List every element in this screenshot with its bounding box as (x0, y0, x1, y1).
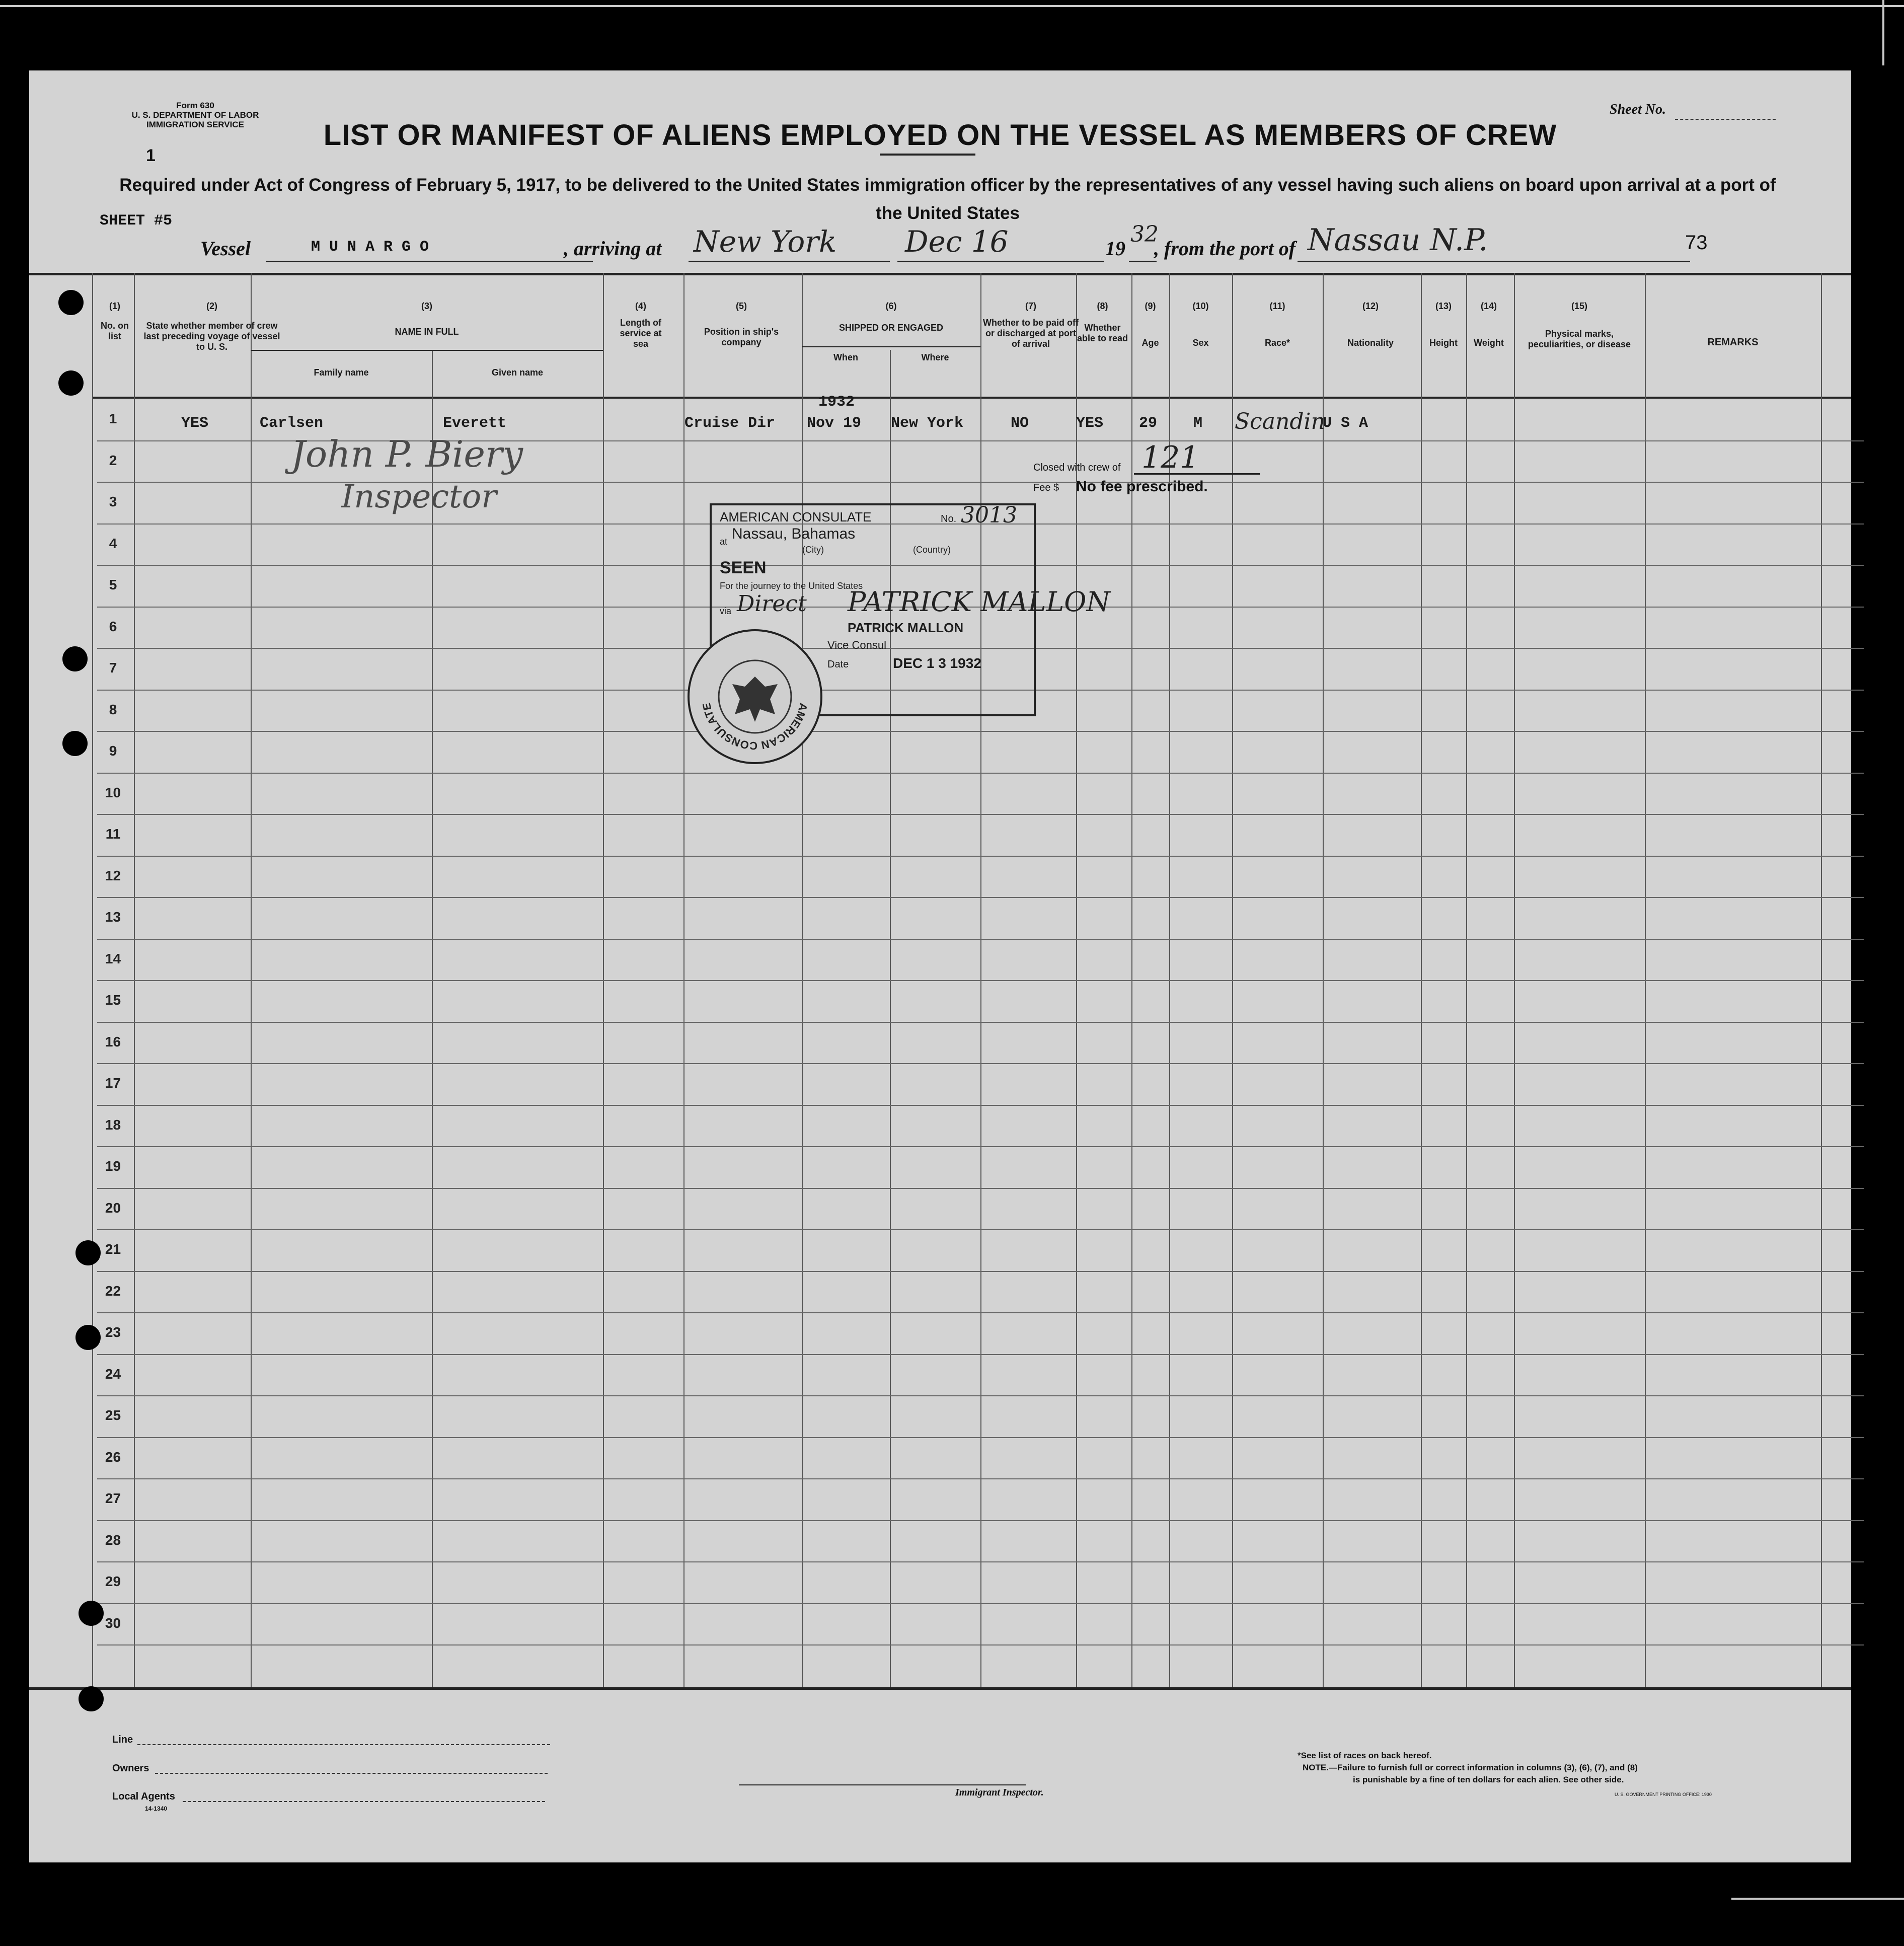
row-number: 20 (105, 1200, 121, 1216)
entry-when-year: 1932 (818, 394, 855, 411)
row-number: 23 (105, 1324, 121, 1340)
fee-text: No fee prescribed. (1076, 478, 1208, 495)
grid-bottom-rule (29, 1687, 1851, 1690)
row-rule (97, 1271, 1864, 1272)
row-number: 11 (105, 826, 121, 842)
remarks-header: REMARKS (1707, 337, 1759, 348)
entry-family-name: Carlsen (260, 415, 324, 432)
col-14-header: (14) Weight (1474, 301, 1504, 348)
row-rule (97, 980, 1864, 981)
footer-note-1: NOTE.—Failure to furnish full or correct information in columns (3), (6), (7), and (8) (1303, 1763, 1638, 1772)
from-port: Nassau N.P. (1308, 222, 1488, 258)
footer-note-2: is punishable by a fine of ten dollars for each alien. See other side. (1353, 1775, 1624, 1784)
entry-able-to-read: YES (1076, 415, 1104, 432)
footer-agents-field (183, 1801, 545, 1802)
stamp-date-label: Date (827, 659, 849, 670)
arriving-port-line (689, 261, 890, 262)
eagle-seal-icon (690, 631, 820, 762)
frame-line-right (1882, 0, 1884, 65)
row-number: 25 (105, 1407, 121, 1423)
row-number: 10 (105, 785, 121, 800)
row-number: 19 (105, 1158, 121, 1174)
binder-hole (79, 1601, 104, 1626)
stamp-seen: SEEN (720, 558, 767, 577)
row-number: 21 (105, 1241, 121, 1257)
col-5-header: (5) Position in ship's company (704, 301, 779, 347)
row-number: 6 (109, 619, 117, 634)
stamp-city: Nassau, Bahamas (732, 526, 856, 542)
inspector-signature-line (739, 1784, 1026, 1785)
page-number: 73 (1685, 232, 1708, 254)
row-number: 1 (109, 411, 117, 426)
form-number: Form 630 (176, 101, 214, 110)
footer-note-star: *See list of races on back hereof. (1298, 1751, 1432, 1760)
row-rule (97, 1354, 1864, 1355)
from-port-label: , from the port of (1154, 237, 1296, 260)
manifest-sheet (29, 70, 1851, 1862)
row-number: 13 (105, 909, 121, 925)
row-number: 16 (105, 1034, 121, 1050)
row-rule (97, 1561, 1864, 1562)
crew-count-line (1134, 473, 1260, 475)
column-rule (432, 350, 433, 1687)
inspector-signature: John P. Biery (291, 433, 523, 475)
given-name-header: Given name (491, 367, 544, 378)
row-number: 15 (105, 992, 121, 1008)
closed-crew-count: 121 (1141, 440, 1199, 475)
entry-age: 29 (1139, 415, 1158, 432)
row-rule (97, 1188, 1864, 1189)
stamp-via: Direct (737, 591, 807, 617)
row-number: 8 (109, 702, 117, 717)
row-rule (97, 773, 1864, 774)
row-number: 7 (109, 660, 117, 676)
col-8-header: (8) Whether able to read (1077, 301, 1128, 343)
stamp-date: DEC 1 3 1932 (893, 655, 981, 671)
row-rule (97, 1603, 1864, 1604)
stamp-signature: PATRICK MALLON (848, 586, 1110, 618)
col-1-header: (1) No. on list (101, 301, 129, 341)
row-number: 14 (105, 951, 121, 966)
row-number: 9 (109, 743, 117, 759)
footer-line-label: Line (112, 1734, 133, 1745)
col-6-header: (6) SHIPPED OR ENGAGED (839, 301, 944, 333)
row-rule (97, 939, 1864, 940)
stamp-via-label: via (720, 606, 732, 616)
row-number: 27 (105, 1490, 121, 1506)
row-number: 3 (109, 494, 117, 509)
footer-owners-field (155, 1773, 548, 1774)
row-rule (97, 1022, 1864, 1023)
row-number: 4 (109, 536, 117, 551)
stamp-officer: PATRICK MALLON (848, 620, 964, 635)
inspector-label: Immigrant Inspector. (955, 1787, 1044, 1798)
stamp-country-label: (Country) (913, 545, 951, 555)
year-suffix: 32 (1130, 221, 1159, 247)
arriving-label: , arriving at (564, 237, 662, 260)
vessel-name: M U N A R G O (311, 239, 429, 256)
row-rule (97, 1644, 1864, 1645)
row-rule (97, 814, 1864, 815)
row-rule (97, 1395, 1864, 1396)
arriving-port: New York (694, 224, 837, 259)
row-rule (97, 1478, 1864, 1479)
row-rule (97, 897, 1864, 898)
entry-sex: M (1193, 415, 1203, 432)
row-number: 12 (105, 868, 121, 883)
row-number: 17 (105, 1075, 121, 1091)
family-name-header: Family name (314, 367, 369, 378)
binder-hole (62, 731, 88, 756)
binder-hole (75, 1240, 101, 1265)
frame-line-top (0, 5, 1904, 7)
sheet-number-label: Sheet No. (1610, 102, 1666, 117)
date-line (897, 261, 1104, 262)
footer-owners-label: Owners (112, 1763, 149, 1774)
service-name: IMMIGRATION SERVICE (146, 120, 244, 129)
row-number: 2 (109, 453, 117, 468)
entry-paid-off: NO (1011, 415, 1029, 432)
binder-hole (75, 1325, 101, 1350)
frame-line-bottom (1731, 1898, 1904, 1900)
row-rule (97, 856, 1864, 857)
row-rule (97, 1063, 1864, 1064)
inspector-title: Inspector (341, 478, 497, 515)
row-rule (97, 1229, 1864, 1230)
row-number: 24 (105, 1366, 121, 1382)
col-10-header: (10) Sex (1192, 301, 1209, 348)
entry-race: Scandin (1235, 409, 1325, 434)
col-4-header: (4) Length of service at sea (620, 301, 662, 349)
col-11-header: (11) Race* (1264, 301, 1290, 348)
row-rule (97, 731, 1864, 732)
entry-given-name: Everett (443, 415, 507, 432)
year-line (1129, 261, 1157, 262)
col-15-header: (15) Physical marks, peculiarities, or disease (1528, 301, 1631, 349)
row-number: 18 (105, 1117, 121, 1133)
arrival-date: Dec 16 (905, 224, 1009, 259)
col-13-header: (13) Height (1429, 301, 1458, 348)
col-3-header: (3) NAME IN FULL (395, 301, 459, 337)
entry-where: New York (891, 415, 964, 432)
corner-mark: 1 (146, 146, 156, 165)
vessel-label: Vessel (200, 237, 251, 260)
col-12-header: (12) Nationality (1347, 301, 1394, 348)
binder-hole (62, 646, 88, 671)
row-number: 28 (105, 1532, 121, 1548)
entry-position: Cruise Dir (684, 415, 776, 432)
row-number: 30 (105, 1615, 121, 1631)
grid-top-rule (29, 273, 1851, 275)
year-prefix: 19 (1105, 237, 1125, 260)
column-rule (92, 273, 93, 1687)
stamp-journey: For the journey to the United States (720, 581, 863, 591)
stamp-officer-title: Vice Consul (827, 639, 886, 651)
title-underline (880, 154, 975, 156)
row-number: 29 (105, 1574, 121, 1589)
page-subtitle: Required under Act of Congress of February 5, 1917, to be delivered to the United States immigration officer by the representatives of any vessel having such aliens on board upon arrival at a port of the United States (119, 175, 1776, 223)
footer-form-code: 14-1340 (145, 1805, 168, 1812)
when-header: When (833, 352, 858, 362)
stamp-heading: AMERICAN CONSULATE (720, 509, 872, 525)
binder-hole (58, 370, 84, 396)
col-2-header: (2) State whether member of crew last preceding voyage of vessel to U. S. (143, 301, 280, 352)
footer-line-field (137, 1744, 550, 1745)
entry-nationality: U S A (1323, 415, 1368, 432)
row-number: 5 (109, 577, 117, 592)
entry-when: Nov 19 (807, 415, 862, 432)
binder-hole (58, 290, 84, 315)
col-7-header: (7) Whether to be paid off or discharged at port of arrival (983, 301, 1079, 349)
department-name: U. S. DEPARTMENT OF LABOR (131, 110, 259, 120)
page-title: LIST OR MANIFEST OF ALIENS EMPLOYED ON THE VESSEL AS MEMBERS OF CREW (323, 119, 1557, 152)
closed-label: Closed with crew of (1033, 462, 1121, 473)
row-rule (97, 1312, 1864, 1313)
row-rule (97, 1105, 1864, 1106)
name-subdivider (251, 350, 603, 351)
fee-label: Fee $ (1033, 482, 1059, 493)
where-header: Where (921, 352, 949, 362)
binder-hole (79, 1686, 104, 1711)
footer-agents-label: Local Agents (112, 1791, 175, 1802)
consulate-seal (688, 629, 822, 764)
from-port-line (1298, 261, 1690, 262)
row-number: 22 (105, 1283, 121, 1299)
entry-crew-last-voyage: YES (181, 415, 209, 432)
header-bottom-rule (92, 397, 1851, 399)
row-rule (97, 1437, 1864, 1438)
stamp-at-label: at (720, 537, 728, 547)
row-rule (97, 1146, 1864, 1147)
row-number: 26 (105, 1449, 121, 1465)
stamp-number-label: No. (941, 513, 957, 525)
stamp-city-label: (City) (802, 545, 824, 555)
sheet-marker: SHEET #5 (100, 212, 173, 230)
vessel-name-line (266, 261, 593, 262)
col-9-header: (9) Age (1141, 301, 1159, 348)
row-rule (97, 1520, 1864, 1521)
footer-printing: U. S. GOVERNMENT PRINTING OFFICE: 1930 (1615, 1792, 1712, 1797)
shipped-subdivider (802, 346, 980, 347)
svg-text:AMERICAN CONSULATE NASSAU, BAH: AMERICAN CONSULATE (700, 701, 810, 753)
stamp-number: 3013 (961, 502, 1017, 528)
